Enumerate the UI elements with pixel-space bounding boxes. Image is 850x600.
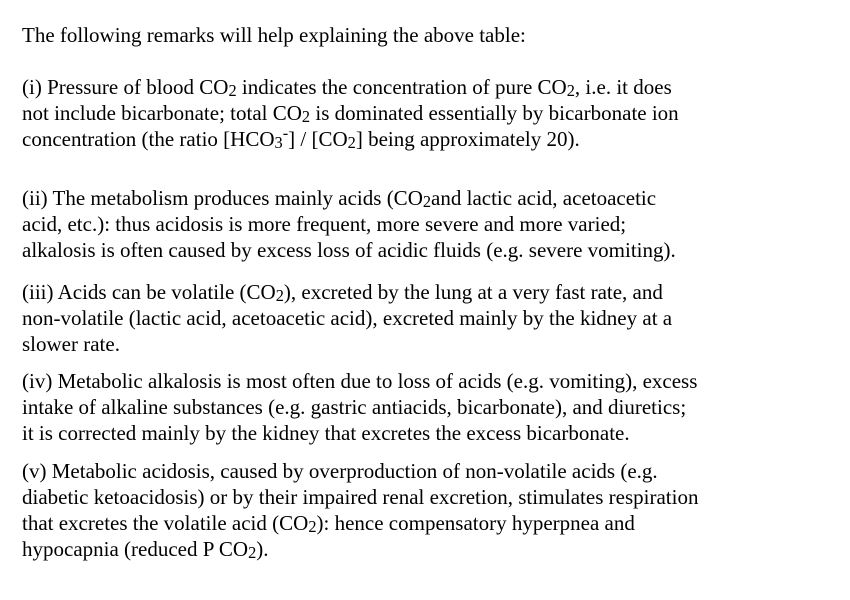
remark-line <box>22 420 697 446</box>
subscript: 2 <box>347 132 356 152</box>
text-run: is dominated essentially by bicarbonate ion <box>310 101 679 125</box>
subscript: 3 <box>274 132 283 152</box>
subscript: 2 <box>566 80 575 100</box>
text-run: slower rate. <box>22 332 120 356</box>
text-run: hypocapnia (reduced P CO <box>22 537 249 561</box>
text-run: ), excreted by the lung at a very fast rate, and <box>283 280 663 304</box>
remark-line <box>22 211 676 237</box>
remark-line <box>22 510 698 536</box>
remark-line <box>22 100 679 126</box>
text-run: that excretes the volatile acid (CO <box>22 511 309 535</box>
intro-text: The following remarks will help explaining the above table: <box>22 23 526 47</box>
subscript: 2 <box>422 191 432 211</box>
remark-line <box>22 331 672 357</box>
remark-line <box>22 394 697 420</box>
remark-v <box>22 458 698 562</box>
text-run: acid, etc.): thus acidosis is more frequent, more severe and more varied; <box>22 212 627 236</box>
text-run: ): hence compensatory hyperpnea and <box>316 511 635 535</box>
remark-ii <box>22 185 676 263</box>
remark-line <box>22 458 698 484</box>
remark-line <box>22 279 672 305</box>
text-run: (v) Metabolic acidosis, caused by overproduction of non-volatile acids (e.g. <box>22 459 658 483</box>
text-run: (iii) Acids can be volatile (CO <box>22 280 276 304</box>
text-run: alkalosis is often caused by excess loss of acidic fluids (e.g. severe vomiting). <box>22 238 676 262</box>
text-run: intake of alkaline substances (e.g. gastric antiacids, bicarbonate), and diuretics; <box>22 395 687 419</box>
remark-line <box>22 74 679 100</box>
text-run: ] being approximately 20). <box>355 127 580 151</box>
subscript: 2 <box>275 285 284 305</box>
remark-line <box>22 123 679 152</box>
text-run: (ii) The metabolism produces mainly acids (CO <box>22 186 423 210</box>
text-run: ] / [CO <box>288 127 348 151</box>
text-run: ). <box>256 537 269 561</box>
text-run: and lactic acid, acetoacetic <box>431 186 657 210</box>
remark-iii <box>22 279 672 357</box>
document-page <box>22 22 832 562</box>
text-run: it is corrected mainly by the kidney that excretes the excess bicarbonate. <box>22 421 630 445</box>
text-run: not include bicarbonate; total CO <box>22 101 302 125</box>
subscript: 2 <box>301 106 311 126</box>
text-run: concentration (the ratio [HCO <box>22 127 275 151</box>
text-run: diabetic ketoacidosis) or by their impaired renal excretion, stimulates respiration <box>22 485 699 509</box>
remark-line <box>22 185 676 211</box>
subscript: 2 <box>228 80 237 100</box>
remark-line <box>22 368 697 394</box>
text-run: , i.e. it does <box>574 75 672 99</box>
remark-i <box>22 74 679 152</box>
subscript: 2 <box>308 516 317 536</box>
text-run: (iv) Metabolic alkalosis is most often due to loss of acids (e.g. vomiting), excess <box>22 369 698 393</box>
remark-line <box>22 305 672 331</box>
subscript: 2 <box>248 542 257 562</box>
text-run: non-volatile (lactic acid, acetoacetic acid), excreted mainly by the kidney at a <box>22 306 673 330</box>
superscript: - <box>282 123 289 143</box>
remark-iv <box>22 368 697 446</box>
remark-line <box>22 484 698 510</box>
text-run: (i) Pressure of blood CO <box>22 75 229 99</box>
remark-line <box>22 237 676 263</box>
text-run: indicates the concentration of pure CO <box>236 75 567 99</box>
remark-line <box>22 536 698 562</box>
